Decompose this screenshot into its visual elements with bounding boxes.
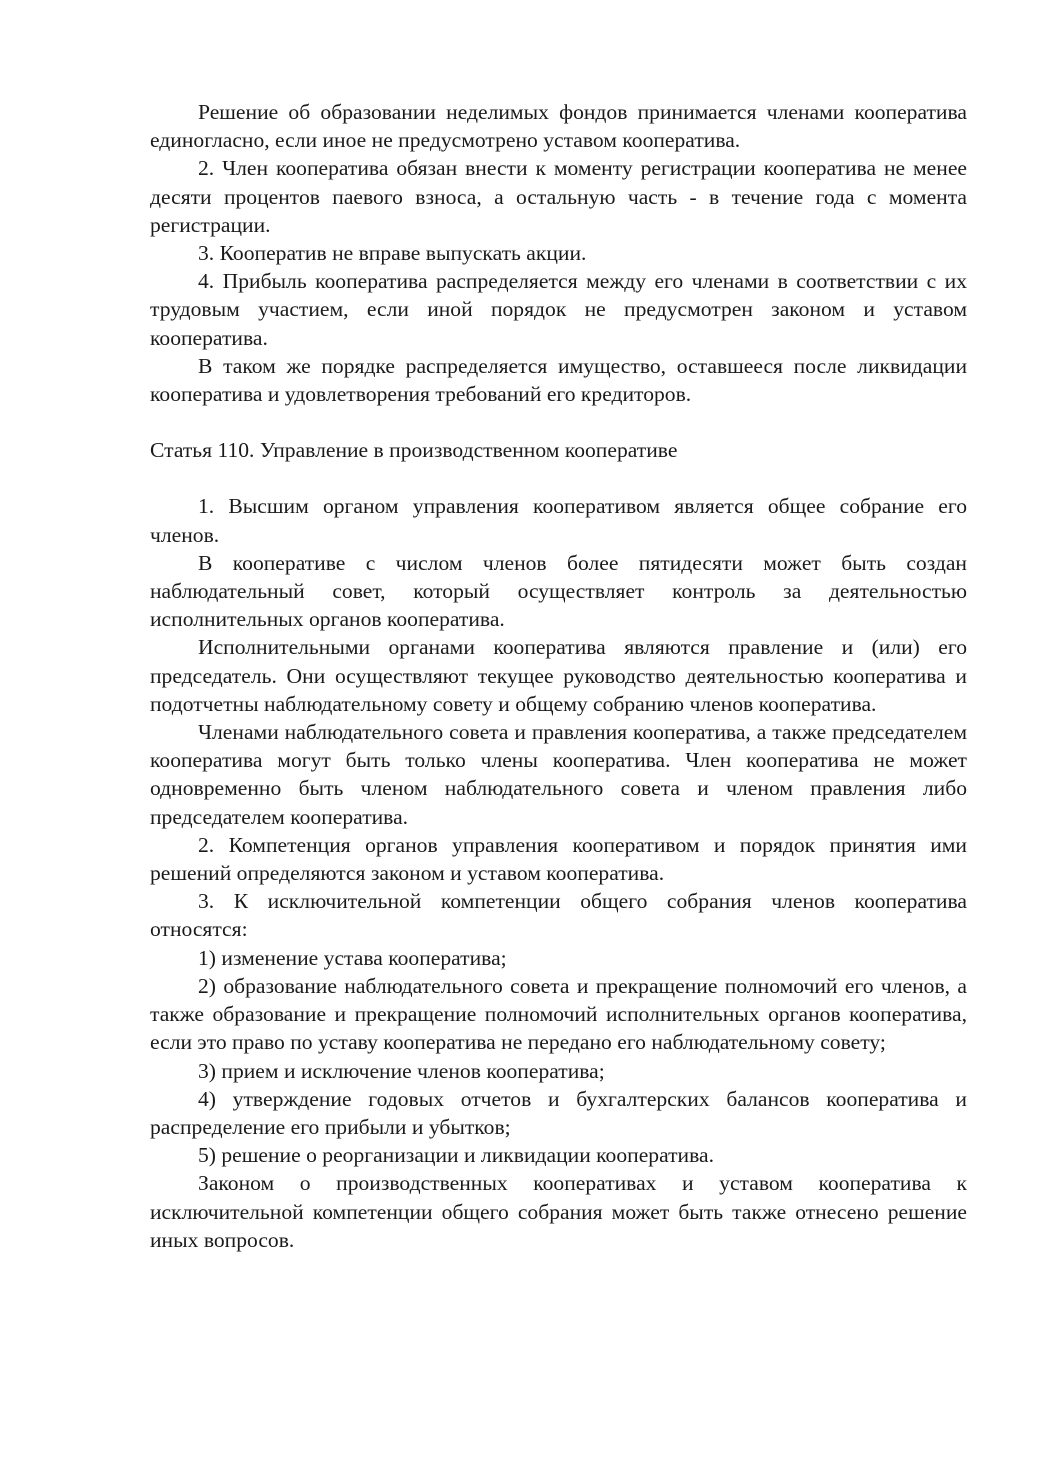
list-item: 4) утверждение годовых отчетов и бухгалтерских балансов кооператива и распределение его прибыли и убытков;: [150, 1086, 967, 1139]
paragraph: Решение об образовании неделимых фондов принимается членами кооператива единогласно, если иное не предусмотрено уставом кооператива.: [150, 100, 967, 153]
list-item: 5) решение о реорганизации и ликвидации кооператива.: [198, 1143, 714, 1168]
paragraph: В кооперативе с числом членов более пятидесяти может быть создан наблюдательный совет, который осуществляет контроль за деятельностью исполнительных органов кооператива.: [150, 550, 967, 632]
paragraph: 3. Кооператив не вправе выпускать акции.: [198, 241, 587, 266]
paragraph: Исполнительными органами кооператива являются правление и (или) его председатель. Они осуществляют текущее руководство деятельностью кооператива и подотчетны наблюдательному совету и общему собранию членов кооператива.: [150, 635, 967, 716]
paragraph: 4. Прибыль кооператива распределяется между его членами в соответствии с их трудовым участием, если иной порядок не предусмотрен законом и уставом кооператива.: [150, 269, 967, 350]
paragraph: 1. Высшим органом управления кооперативом является общее собрание его членов.: [150, 494, 967, 547]
article-heading: Статья 110. Управление в производственном кооперативе: [150, 438, 678, 463]
paragraph: Членами наблюдательного совета и правления кооператива, а также председателем кооператива могут быть только члены кооператива. Член кооператива не может одновременно быть членом наблюдательного совета и членом правления либо председателем кооператива.: [150, 720, 967, 829]
paragraph: Законом о производственных кооперативах и уставом кооператива к исключительной компетенции общего собрания может быть также отнесено решение иных вопросов.: [150, 1171, 967, 1252]
list-item: 3) прием и исключение членов кооператива;: [198, 1058, 605, 1083]
list-item: 2) образование наблюдательного совета и прекращение полномочий его членов, а также образование и прекращение полномочий исполнительных органов кооператива, если это право по уставу кооператива не передано его наблюдательному совету;: [150, 973, 967, 1055]
document-page: [150, 98, 967, 1254]
paragraph: 3. К исключительной компетенции общего собрания членов кооператива относятся:: [150, 889, 967, 942]
paragraph: 2. Член кооператива обязан внести к моменту регистрации кооператива не менее десяти процентов паевого взноса, а остальную часть - в течение года с момента регистрации.: [150, 156, 967, 237]
paragraph: 2. Компетенция органов управления кооперативом и порядок принятия ими решений определяются законом и уставом кооператива.: [150, 832, 967, 886]
paragraph: В таком же порядке распределяется имущество, оставшееся после ликвидации кооператива и удовлетворения требований его кредиторов.: [150, 353, 967, 407]
list-item: 1) изменение устава кооператива;: [198, 945, 507, 970]
